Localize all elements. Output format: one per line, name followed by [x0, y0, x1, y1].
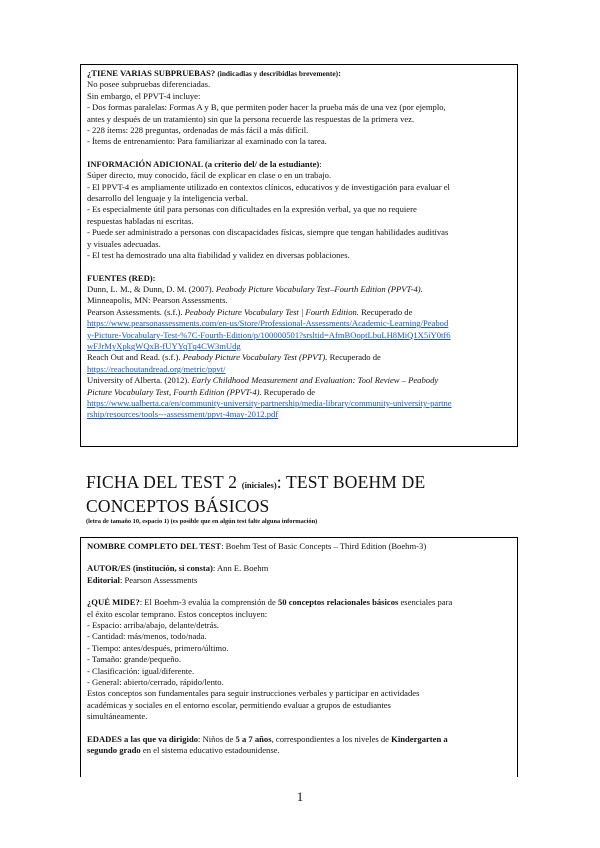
- info-title: INFORMACIÓN ADICIONAL (a criterio del/ de la estudiante): [87, 158, 320, 169]
- editorial-row: [87, 575, 511, 586]
- reference-4: [87, 375, 511, 386]
- text-line: académicas y sociales en el entorno escolar, permitiendo evaluar a grupos de estudiantes: [87, 699, 391, 710]
- subpruebas-note: (indicadlas y describidlas brevemente): [217, 69, 339, 78]
- mide-text: : El Boehm-3 evalúa la comprensión de: [139, 597, 278, 608]
- text-line: No posee subpruebas diferenciadas.: [87, 79, 211, 90]
- heading-part: : TEST BOEHM DE: [276, 472, 426, 492]
- ref-2-link[interactable]: y-Picture-Vocabulary-Test-%7C-Fourth-Edition/p/100000501?srsltid=AfmBOoptLbuLH8MiQ1X5iY0tf6: [87, 329, 451, 340]
- reference-3: [87, 352, 511, 363]
- fuentes-heading: [87, 273, 511, 284]
- text-line: - Tiempo: antes/después, primero/último.: [87, 642, 229, 653]
- text-line: - Clasificación: igual/diferente.: [87, 665, 195, 676]
- format-note: (letra de tamaño 10, espacio 1) (es posible que en algún test falte alguna información): [86, 518, 318, 525]
- ref-title: Early Childhood Measurement and Evaluation: Tool Review – Peabody: [191, 375, 439, 386]
- heading-small: (iniciales): [241, 480, 277, 490]
- mide-label: ¿QUÉ MIDE?: [87, 597, 140, 608]
- nombre-value: : Boehm Test of Basic Concepts – Third Edition (Boehm-3): [221, 541, 427, 551]
- ficha-2-table: [80, 537, 518, 777]
- ref-author: Reach Out and Read. (s.f.).: [87, 352, 183, 363]
- text-line: Minneapolis, MN: Pearson Assessments.: [87, 295, 228, 306]
- text-line: - Puede ser administrado a personas con discapacidades físicas, siempre que tengan habilidades auditivas: [87, 227, 449, 238]
- edades-text: : Niños de: [198, 733, 236, 744]
- ref-2-link[interactable]: https://www.pearsonassessments.com/en-us/Store/Professional-Assessments/Academic-Learning/Peabod: [87, 318, 449, 329]
- ref-author: Pearson Assessments. (s.f.).: [87, 306, 185, 317]
- text-line: - Es especialmente útil para personas con dificultades en la expresión verbal, ya que no requiere: [87, 204, 417, 215]
- autores-row: [87, 563, 511, 574]
- mide-row: [87, 597, 511, 608]
- edades-row-2: [87, 745, 511, 756]
- text-line: - Cantidad: más/menos, todo/nada.: [87, 631, 207, 642]
- heading-part: FICHA DEL TEST 2: [86, 472, 242, 492]
- ref-retrieved: Recuperado de: [327, 352, 381, 363]
- text-line: - Dos formas paralelas: Formas A y B, que permiten poder hacer la prueba más de una vez (por ejemplo,: [87, 102, 446, 113]
- edades-level: Kindergarten a: [391, 733, 448, 744]
- ref-4-link[interactable]: rship/resources/tools---assessment/ppvt-4may-2012.pdf: [87, 409, 279, 420]
- editorial-label: Editorial: [87, 574, 120, 585]
- reference-2: [87, 307, 511, 318]
- text-line: simultáneamente.: [87, 711, 148, 722]
- nombre-label: NOMBRE COMPLETO DEL TEST: [87, 541, 222, 551]
- ref-retrieved: Recuperado de: [358, 306, 413, 317]
- editorial-value: : Pearson Assessments: [119, 574, 198, 585]
- edades-text: , correspondientes a los niveles de: [271, 733, 392, 744]
- text-line: - Espacio: arriba/abajo, delante/detrás.: [87, 620, 219, 631]
- ref-title: Peabody Picture Vocabulary Test (PPVT).: [182, 352, 328, 363]
- fuentes-title: FUENTES (RED):: [87, 272, 156, 283]
- autores-label: AUTOR/ES (institución, si consta): [87, 563, 213, 574]
- heading-line-2: CONCEPTOS BÁSICOS: [86, 496, 270, 516]
- subpruebas-heading: ¿TIENE VARIAS SUBPRUEBAS? (indicadlas y describidlas brevemente):: [87, 68, 341, 78]
- ficha-1-table: [80, 64, 518, 447]
- mide-bold: 50 conceptos relacionales básicos: [277, 597, 399, 608]
- autores-value: : Ann E. Boehm: [212, 563, 269, 574]
- text-line: - El test ha demostrado una alta fiabilidad y validez en diversas poblaciones.: [87, 250, 350, 261]
- edades-level: segundo grado: [87, 745, 141, 756]
- edades-row: [87, 734, 511, 745]
- ficha-2-heading: [86, 472, 516, 517]
- info-heading: INFORMACIÓN ADICIONAL (a criterio del/ de la estudiante):: [87, 158, 322, 169]
- ref-2-link[interactable]: wFJrMyXpkgWQxB-fUYYqTq4CW3mUdg: [87, 340, 241, 351]
- ref-title: Peabody Picture Vocabulary Test–Fourth Edition (PPVT-4).: [215, 283, 423, 294]
- text-line: - Ítems de entrenamiento: Para familiarizar al examinado con la tarea.: [87, 136, 327, 147]
- ref-title: Peabody Picture Vocabulary Test | Fourth Edition.: [184, 306, 359, 317]
- text-line: - 228 ítems: 228 preguntas, ordenadas de más fácil a más difícil.: [87, 125, 309, 136]
- edades-age: 5 a 7 años: [235, 733, 272, 744]
- text-line: desarrollo del lenguaje y la inteligencia verbal.: [87, 193, 249, 204]
- text-line: respuestas habladas ni escritas.: [87, 215, 194, 226]
- reference-1: [87, 284, 511, 295]
- text-line: - Tamaño: grande/pequeño.: [87, 654, 181, 665]
- text-line: el éxito escolar temprano. Estos conceptos incluyen:: [87, 608, 268, 619]
- ref-4-link[interactable]: https://www.ualberta.ca/en/community-university-partnership/media-library/community-university-partne: [87, 397, 452, 408]
- edades-label: EDADES a las que va dirigido: [87, 733, 199, 744]
- text-line: Súper directo, muy conocido, fácil de explicar en clase o en un trabajo.: [87, 170, 332, 181]
- subpruebas-title: ¿TIENE VARIAS SUBPRUEBAS?: [87, 68, 216, 78]
- mide-text: esenciales para: [398, 597, 453, 608]
- ref-3-link[interactable]: https://reachoutandread.org/metric/ppvt/: [87, 363, 226, 374]
- ref-author: University of Alberta. (2012).: [87, 375, 192, 386]
- text-line: - General: abierto/cerrado, rápido/lento.: [87, 677, 224, 688]
- ref-author: Dunn, L. M., & Dunn, D. M. (2007).: [87, 283, 216, 294]
- text-line: antes y después de un tratamiento) sin que la persona recuerde las respuestas de la primera vez.: [87, 113, 415, 124]
- text-line: - El PPVT-4 es ampliamente utilizado en contextos clínicos, educativos y de investigación para evaluar el: [87, 181, 450, 192]
- edades-text: en el sistema educativo estadounidense.: [140, 745, 280, 756]
- text-line: y visuales adecuadas.: [87, 238, 161, 249]
- ref-retrieved: Recuperado de: [261, 386, 316, 397]
- text-line: Sin embargo, el PPVT-4 incluye:: [87, 90, 201, 101]
- ref-title: Picture Vocabulary Test, Fourth Edition (PPVT-4).: [87, 386, 262, 397]
- page-number: 1: [296, 789, 304, 804]
- text-line: Estos conceptos son fundamentales para seguir instrucciones verbales y participar en actividades: [87, 688, 420, 699]
- nombre-row: [87, 541, 511, 552]
